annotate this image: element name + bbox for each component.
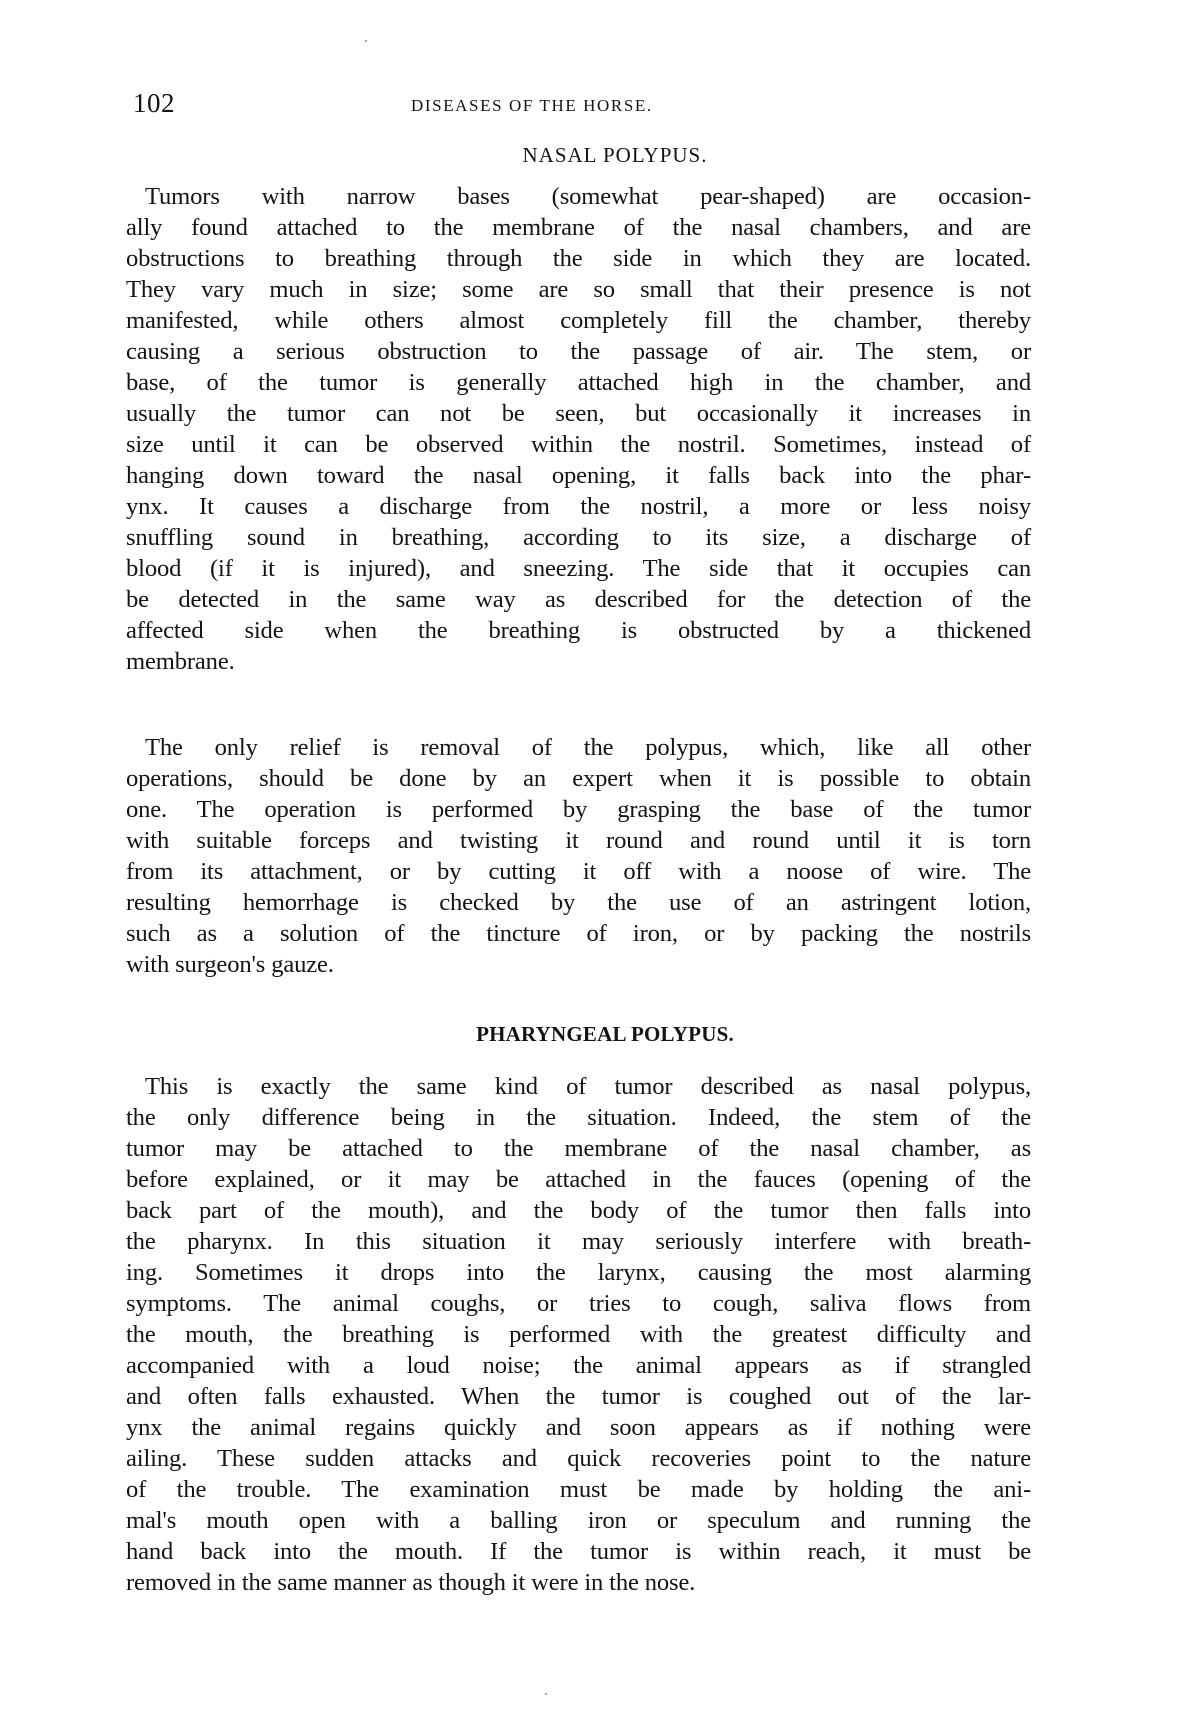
- running-title: DISEASES OF THE HORSE.: [411, 96, 653, 115]
- text-line: the only difference being in the situation. Indeed, the stem of the: [126, 1104, 1031, 1131]
- text-line: from its attachment, or by cutting it off with a noose of wire. The: [126, 858, 1031, 885]
- text-line: obstructions to breathing through the side in which they are located.: [126, 245, 1031, 272]
- text-line: Tumors with narrow bases (somewhat pear-shaped) are occasion-: [145, 183, 1031, 210]
- text-line: They vary much in size; some are so small that their presence is not: [126, 276, 1031, 303]
- text-line: affected side when the breathing is obstructed by a thickened: [126, 617, 1031, 644]
- text-line: the pharynx. In this situation it may seriously interfere with breath-: [126, 1228, 1031, 1255]
- text-line: usually the tumor can not be seen, but occasionally it increases in: [126, 400, 1031, 427]
- text-line: with surgeon's gauze.: [126, 951, 334, 978]
- text-line: ing. Sometimes it drops into the larynx, causing the most alarming: [126, 1259, 1031, 1286]
- text-line: blood (if it is injured), and sneezing. The side that it occupies can: [126, 555, 1031, 582]
- paragraph-nasal-description: [126, 181, 1031, 677]
- text-line: ynx the animal regains quickly and soon appears as if nothing were: [126, 1414, 1031, 1441]
- text-line: such as a solution of the tincture of iron, or by packing the nostrils: [126, 920, 1031, 947]
- text-line: causing a serious obstruction to the passage of air. The stem, or: [126, 338, 1031, 365]
- section-heading-pharyngeal-polypus: PHARYNGEAL POLYPUS.: [476, 1022, 734, 1046]
- page-number: 102: [133, 88, 175, 118]
- text-line: membrane.: [126, 648, 235, 675]
- text-line: hand back into the mouth. If the tumor is within reach, it must be: [126, 1538, 1031, 1565]
- text-line: ynx. It causes a discharge from the nostril, a more or less noisy: [126, 493, 1031, 520]
- text-line: one. The operation is performed by grasping the base of the tumor: [126, 796, 1031, 823]
- text-line: before explained, or it may be attached in the fauces (opening of the: [126, 1166, 1031, 1193]
- running-head: [133, 88, 1033, 122]
- text-line: symptoms. The animal coughs, or tries to cough, saliva flows from: [126, 1290, 1031, 1317]
- section-heading-nasal-polypus: NASAL POLYPUS.: [522, 143, 708, 167]
- scan-speck: [365, 40, 367, 42]
- text-line: and often falls exhausted. When the tumor is coughed out of the lar-: [126, 1383, 1031, 1410]
- text-line: the mouth, the breathing is performed with the greatest difficulty and: [126, 1321, 1031, 1348]
- text-line: hanging down toward the nasal opening, it falls back into the phar-: [126, 462, 1031, 489]
- text-line: The only relief is removal of the polypus, which, like all other: [145, 734, 1031, 761]
- paragraph-pharyngeal-description: [126, 1071, 1031, 1598]
- text-line: snuffling sound in breathing, according to its size, a discharge of: [126, 524, 1031, 551]
- text-line: accompanied with a loud noise; the animal appears as if strangled: [126, 1352, 1031, 1379]
- text-line: of the trouble. The examination must be made by holding the ani-: [126, 1476, 1031, 1503]
- text-line: mal's mouth open with a balling iron or speculum and running the: [126, 1507, 1031, 1534]
- scan-speck: [545, 1693, 547, 1695]
- text-line: This is exactly the same kind of tumor described as nasal polypus,: [145, 1073, 1031, 1100]
- text-line: resulting hemorrhage is checked by the use of an astringent lotion,: [126, 889, 1031, 916]
- text-line: size until it can be observed within the nostril. Sometimes, instead of: [126, 431, 1031, 458]
- text-line: tumor may be attached to the membrane of the nasal chamber, as: [126, 1135, 1031, 1162]
- text-line: manifested, while others almost completely fill the chamber, thereby: [126, 307, 1031, 334]
- text-line: be detected in the same way as described for the detection of the: [126, 586, 1031, 613]
- paragraph-nasal-treatment: [126, 732, 1031, 980]
- text-line: back part of the mouth), and the body of the tumor then falls into: [126, 1197, 1031, 1224]
- text-line: ailing. These sudden attacks and quick recoveries point to the nature: [126, 1445, 1031, 1472]
- text-line: with suitable forceps and twisting it round and round until it is torn: [126, 827, 1031, 854]
- text-line: base, of the tumor is generally attached high in the chamber, and: [126, 369, 1031, 396]
- text-line: removed in the same manner as though it were in the nose.: [126, 1569, 696, 1596]
- text-line: ally found attached to the membrane of the nasal chambers, and are: [126, 214, 1031, 241]
- text-line: operations, should be done by an expert when it is possible to obtain: [126, 765, 1031, 792]
